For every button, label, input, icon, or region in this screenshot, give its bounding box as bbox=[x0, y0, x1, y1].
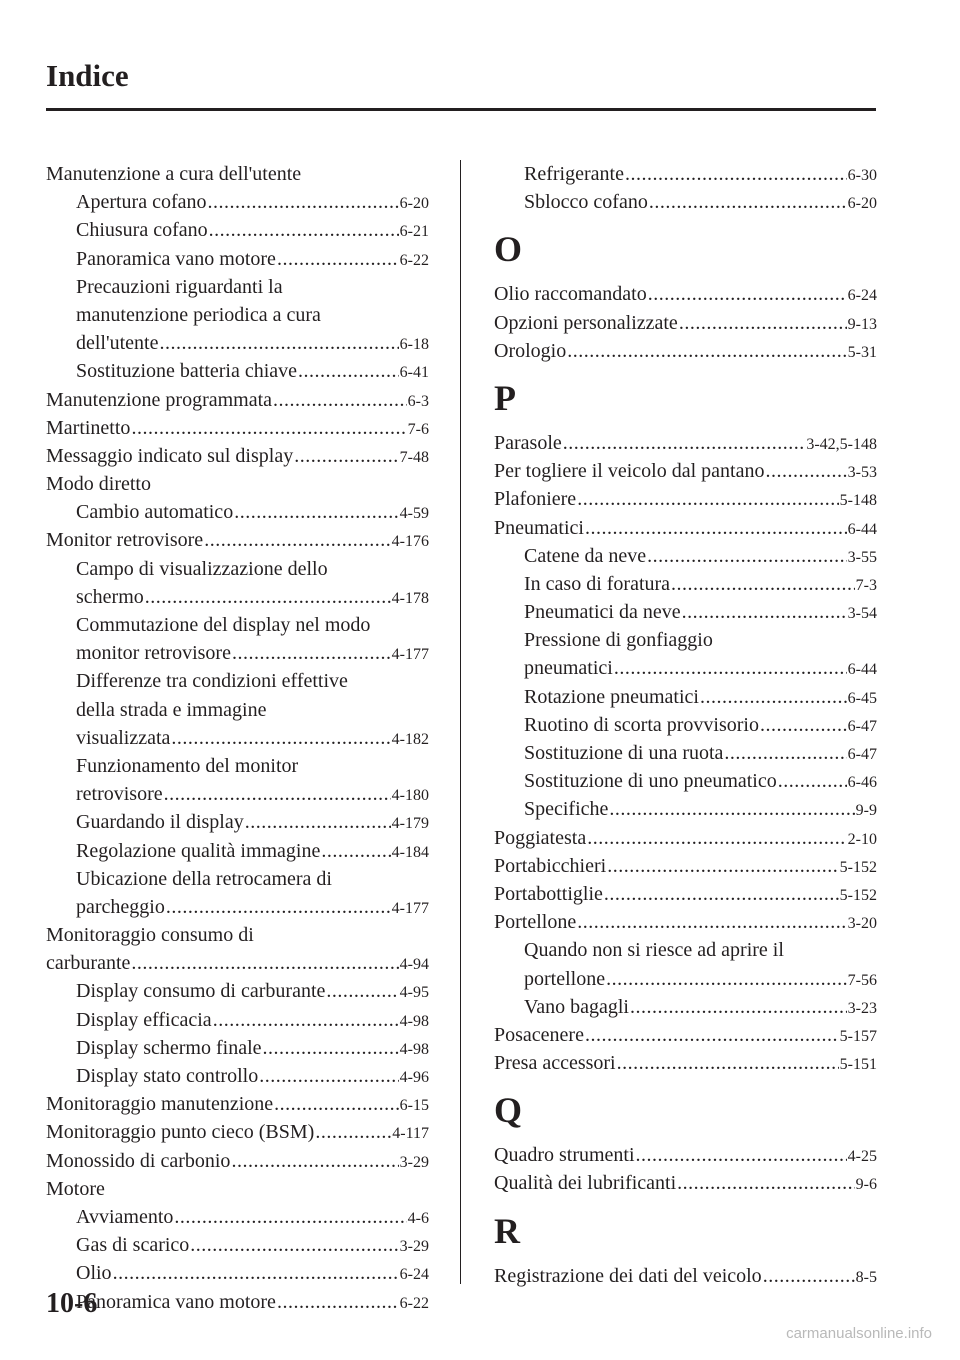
dot-leader bbox=[567, 337, 846, 365]
index-entry-text: Ubicazione della retrocamera di bbox=[76, 867, 332, 890]
index-entry-page[interactable]: 6-3 bbox=[407, 392, 429, 410]
index-entry[interactable] bbox=[46, 245, 429, 273]
index-entry[interactable] bbox=[46, 442, 429, 470]
index-entry-text: Display stato controllo bbox=[76, 1065, 259, 1087]
dot-leader bbox=[636, 1141, 847, 1169]
index-entry-text: Sostituzione batteria chiave bbox=[76, 360, 298, 383]
index-entry bbox=[46, 752, 429, 780]
index-entry-page[interactable]: 3-55 bbox=[847, 548, 877, 566]
page-title: Indice bbox=[46, 58, 129, 93]
index-entry-page[interactable]: 4-98 bbox=[399, 1040, 429, 1058]
index-entry bbox=[46, 301, 429, 329]
dot-leader bbox=[649, 188, 847, 216]
index-entry-text: Quadro strumenti bbox=[494, 1144, 635, 1167]
index-entry-page[interactable]: 9-13 bbox=[847, 315, 877, 333]
index-entry-text: pneumatici bbox=[524, 657, 613, 680]
index-entry-text: Quando non si riesce ad aprire il bbox=[524, 939, 784, 962]
index-entry-text: Regolazione qualità immagine bbox=[76, 839, 321, 862]
index-entry-text: Presa accessori bbox=[494, 1052, 616, 1075]
index-entry[interactable] bbox=[46, 386, 429, 414]
index-entry-page[interactable]: 5-148 bbox=[839, 492, 877, 510]
dot-leader bbox=[131, 949, 398, 977]
index-letter-heading: Q bbox=[494, 1090, 523, 1131]
index-entry-page[interactable]: 6-18 bbox=[399, 336, 429, 354]
index-entry[interactable] bbox=[46, 780, 429, 808]
index-entry[interactable] bbox=[494, 852, 877, 880]
index-entry-page[interactable]: 6-22 bbox=[399, 251, 429, 269]
page-number: 10-6 bbox=[46, 1288, 98, 1319]
index-entry[interactable] bbox=[46, 188, 429, 216]
index-entry-page[interactable]: 4-96 bbox=[399, 1069, 429, 1086]
index-entry-text: Gas di scarico bbox=[76, 1234, 190, 1257]
index-entry-page[interactable]: 5-157 bbox=[839, 1027, 877, 1045]
dot-leader bbox=[166, 893, 391, 921]
index-entry[interactable] bbox=[46, 724, 429, 752]
index-entry-page[interactable]: 6-44 bbox=[847, 661, 877, 679]
index-entry[interactable] bbox=[494, 1049, 877, 1077]
index-entry[interactable] bbox=[46, 1147, 429, 1175]
dot-leader bbox=[113, 1259, 399, 1287]
index-entry-page[interactable]: 6-46 bbox=[847, 774, 877, 792]
index-entry-text: Posacenere bbox=[494, 1023, 584, 1046]
index-entry bbox=[46, 667, 429, 695]
index-entry-page[interactable]: 4-177 bbox=[391, 646, 429, 664]
dot-leader bbox=[647, 542, 847, 570]
dot-leader bbox=[190, 1231, 398, 1259]
dot-leader bbox=[204, 526, 390, 554]
index-entry-text: Monitoraggio manutenzione bbox=[46, 1093, 274, 1116]
index-entry[interactable] bbox=[494, 908, 877, 936]
dot-leader bbox=[209, 216, 399, 244]
dot-leader bbox=[263, 1034, 399, 1062]
dot-leader bbox=[234, 498, 398, 526]
index-entry-text: schermo bbox=[76, 585, 144, 608]
dot-leader bbox=[213, 1006, 399, 1034]
dot-leader bbox=[609, 795, 854, 823]
dot-leader bbox=[577, 908, 846, 936]
index-entry-text: Pressione di gonfiaggio bbox=[524, 629, 713, 652]
index-entry[interactable] bbox=[46, 1090, 429, 1118]
index-entry-page[interactable]: 4-6 bbox=[407, 1209, 429, 1227]
index-entry-text: Messaggio indicato sul display bbox=[46, 444, 294, 467]
index-entry-text: Martinetto bbox=[46, 416, 131, 439]
index-entry-text: Differenze tra condizioni effettive bbox=[76, 670, 348, 693]
index-entry-text: dell'utente bbox=[76, 332, 159, 355]
index-entry-text: Portabottiglie bbox=[494, 882, 603, 905]
index-entry[interactable] bbox=[494, 1141, 877, 1169]
index-entry[interactable] bbox=[46, 1231, 429, 1259]
dot-leader bbox=[671, 570, 855, 598]
index-entry[interactable] bbox=[494, 188, 877, 216]
index-entry-text: Plafoniere bbox=[494, 488, 577, 511]
index-entry[interactable] bbox=[494, 795, 877, 823]
index-entry-text: Sostituzione di uno pneumatico bbox=[524, 770, 777, 793]
index-entry-page[interactable]: 4-117 bbox=[392, 1125, 429, 1143]
index-entry bbox=[494, 626, 877, 654]
index-entry-text: Monitoraggio punto cieco (BSM) bbox=[46, 1121, 315, 1144]
index-entry[interactable] bbox=[494, 570, 877, 598]
dot-leader bbox=[724, 739, 846, 767]
dot-leader bbox=[274, 1090, 399, 1118]
index-entry[interactable] bbox=[46, 583, 429, 611]
index-entry-text: Vano bagagli bbox=[524, 995, 629, 1018]
index-entry-page[interactable]: 4-59 bbox=[399, 505, 429, 523]
index-entry-text: Specifiche bbox=[524, 798, 609, 821]
index-entry-text: manutenzione periodica a cura bbox=[76, 303, 321, 326]
index-entry-page[interactable]: 6-20 bbox=[399, 195, 429, 213]
index-entry[interactable] bbox=[46, 1062, 429, 1090]
index-entry-text: Monitoraggio consumo di bbox=[46, 924, 254, 947]
dot-leader bbox=[208, 188, 399, 216]
dot-leader bbox=[587, 824, 846, 852]
dot-leader bbox=[171, 724, 390, 752]
index-entry-page[interactable]: 6-20 bbox=[847, 195, 877, 213]
index-entry-text: Apertura cofano bbox=[76, 191, 207, 214]
column-divider bbox=[460, 160, 461, 1284]
index-entry-text: visualizzata bbox=[76, 726, 171, 749]
index-column-right bbox=[494, 160, 877, 1290]
index-entry-page[interactable]: 5-152 bbox=[839, 886, 877, 904]
index-entry[interactable] bbox=[494, 337, 877, 365]
dot-leader bbox=[164, 780, 391, 808]
dot-leader bbox=[577, 485, 838, 513]
index-entry-page[interactable]: 4-180 bbox=[391, 787, 429, 805]
index-entry-page[interactable]: 3-29 bbox=[399, 1153, 429, 1171]
dot-leader bbox=[294, 442, 398, 470]
index-entry[interactable] bbox=[46, 1034, 429, 1062]
index-entry-text: carburante bbox=[46, 952, 131, 975]
index-entry[interactable] bbox=[494, 514, 877, 542]
index-entry-page[interactable]: 3-29 bbox=[399, 1238, 429, 1256]
index-entry-text: Sblocco cofano bbox=[524, 191, 648, 214]
index-entry[interactable] bbox=[46, 526, 429, 554]
dot-leader bbox=[159, 329, 398, 357]
index-entry-page[interactable]: 4-95 bbox=[399, 984, 429, 1002]
index-entry-text: Motore bbox=[46, 1177, 105, 1200]
index-entry bbox=[46, 611, 429, 639]
index-entry-page[interactable]: 3-54 bbox=[847, 605, 877, 623]
dot-leader bbox=[607, 852, 838, 880]
index-entry[interactable] bbox=[494, 1262, 877, 1290]
index-entry[interactable] bbox=[46, 837, 429, 865]
index-entry-text: Chiusura cofano bbox=[76, 219, 208, 242]
index-entry-page[interactable]: 4-176 bbox=[391, 533, 429, 551]
index-entry[interactable] bbox=[46, 414, 429, 442]
dot-leader bbox=[231, 1147, 398, 1175]
index-entry-text: Pneumatici da neve bbox=[524, 601, 681, 624]
index-entry-text: Sostituzione di una ruota bbox=[524, 742, 724, 764]
index-entry[interactable] bbox=[46, 1006, 429, 1034]
index-entry[interactable] bbox=[494, 429, 877, 457]
index-entry-text: Pneumatici bbox=[494, 516, 584, 539]
index-entry-page[interactable]: 6-41 bbox=[399, 364, 429, 382]
index-letter-heading: O bbox=[494, 229, 523, 270]
index-entry-text: portellone bbox=[524, 967, 606, 990]
index-entry bbox=[46, 696, 429, 724]
dot-leader bbox=[259, 1062, 398, 1090]
index-entry-text: della strada e immagine bbox=[76, 698, 267, 721]
dot-leader bbox=[277, 245, 399, 273]
index-entry-text: Refrigerante bbox=[524, 163, 624, 185]
index-entry-page[interactable]: 7-48 bbox=[399, 448, 429, 466]
index-entry-text: retrovisore bbox=[76, 783, 163, 806]
index-entry-page[interactable]: 4-182 bbox=[391, 730, 429, 748]
index-entry-text: Display schermo finale bbox=[76, 1036, 262, 1059]
index-entry-page[interactable]: 7-6 bbox=[407, 420, 429, 438]
dot-leader bbox=[585, 514, 847, 542]
index-entry-text: Panoramica vano motore bbox=[76, 247, 276, 270]
dot-leader bbox=[763, 1262, 855, 1290]
index-entry-page[interactable]: 7-56 bbox=[847, 971, 877, 989]
index-letter-heading: R bbox=[494, 1210, 520, 1251]
index-entry[interactable] bbox=[46, 1259, 429, 1287]
dot-leader bbox=[326, 977, 398, 1005]
index-entry-text: Monitor retrovisore bbox=[46, 529, 204, 552]
index-entry-text: Cambio automatico bbox=[76, 501, 234, 524]
index-entry-text: Guardando il display bbox=[76, 811, 244, 834]
index-entry-page[interactable]: 6-44 bbox=[847, 520, 877, 538]
index-entry-text: Monossido di carbonio bbox=[46, 1149, 231, 1172]
index-entry bbox=[46, 921, 429, 949]
index-letter-heading: P bbox=[494, 377, 516, 418]
index-entry-page[interactable]: 6-15 bbox=[399, 1097, 429, 1115]
dot-leader bbox=[585, 1021, 839, 1049]
index-entry-page[interactable]: 4-178 bbox=[391, 589, 429, 607]
index-entry-text: Manutenzione programmata bbox=[46, 388, 273, 411]
index-entry-text: parcheggio bbox=[76, 895, 165, 918]
index-entry-page[interactable]: 5-151 bbox=[839, 1056, 877, 1074]
dot-leader bbox=[617, 1049, 839, 1077]
index-entry-page[interactable]: 4-94 bbox=[399, 956, 429, 974]
index-entry-text: Campo di visualizzazione dello bbox=[76, 557, 328, 580]
index-entry bbox=[46, 865, 429, 893]
dot-leader bbox=[679, 309, 847, 337]
dot-leader bbox=[298, 357, 399, 385]
dot-leader bbox=[606, 965, 847, 993]
index-entry[interactable] bbox=[494, 1169, 877, 1197]
index-entry-page[interactable]: 5-31 bbox=[847, 343, 877, 361]
index-entry-page[interactable]: 6-45 bbox=[847, 689, 877, 707]
index-entry[interactable] bbox=[46, 639, 429, 667]
index-entry-page[interactable]: 4-184 bbox=[391, 843, 429, 861]
index-entry bbox=[46, 555, 429, 583]
index-entry-text: Parasole bbox=[494, 431, 562, 454]
index-entry-text: Registrazione dei dati del veicolo bbox=[494, 1264, 762, 1287]
index-entry-page[interactable]: 6-47 bbox=[847, 717, 877, 735]
index-entry-page[interactable]: 4-25 bbox=[847, 1148, 877, 1166]
index-entry-page[interactable]: 3-20 bbox=[847, 915, 877, 933]
index-entry[interactable] bbox=[46, 329, 429, 357]
dot-leader bbox=[765, 457, 846, 485]
index-entry-page[interactable]: 6-30 bbox=[847, 167, 877, 184]
index-entry[interactable] bbox=[494, 542, 877, 570]
index-entry-page[interactable]: 4-98 bbox=[399, 1012, 429, 1030]
dot-leader bbox=[277, 1288, 399, 1316]
index-entry bbox=[46, 273, 429, 301]
index-entry-page[interactable]: 3-53 bbox=[847, 464, 877, 482]
index-entry bbox=[494, 936, 877, 964]
dot-leader bbox=[625, 160, 847, 188]
dot-leader bbox=[273, 386, 407, 414]
dot-leader bbox=[682, 598, 847, 626]
index-entry-text: Ruotino di scorta provvisorio bbox=[524, 713, 759, 736]
index-entry[interactable] bbox=[494, 993, 877, 1021]
watermark: carmanualsonline.info bbox=[786, 1325, 932, 1342]
dot-leader bbox=[630, 993, 847, 1021]
index-entry-text: Catene da neve bbox=[524, 544, 647, 567]
index-entry-text: Funzionamento del monitor bbox=[76, 754, 299, 777]
index-entry[interactable] bbox=[494, 1021, 877, 1049]
index-entry bbox=[46, 470, 429, 498]
index-entry-page[interactable]: 6-22 bbox=[399, 1294, 429, 1312]
index-entry[interactable] bbox=[494, 739, 877, 767]
index-entry-page[interactable]: 6-47 bbox=[847, 746, 877, 763]
index-entry-text: Avviamento bbox=[76, 1205, 174, 1228]
dot-leader bbox=[614, 654, 847, 682]
header-rule bbox=[46, 108, 876, 111]
index-entry-text: Qualità dei lubrificanti bbox=[494, 1172, 677, 1195]
index-entry-text: Commutazione del display nel modo bbox=[76, 614, 371, 636]
index-entry bbox=[46, 160, 429, 188]
index-entry[interactable] bbox=[46, 893, 429, 921]
index-entry-text: monitor retrovisore bbox=[76, 642, 231, 665]
index-entry[interactable] bbox=[494, 485, 877, 513]
index-entry[interactable] bbox=[46, 808, 429, 836]
index-entry[interactable] bbox=[494, 824, 877, 852]
index-entry[interactable] bbox=[494, 880, 877, 908]
index-entry[interactable] bbox=[46, 1203, 429, 1231]
index-entry[interactable] bbox=[46, 949, 429, 977]
index-entry[interactable] bbox=[494, 965, 877, 993]
index-entry[interactable] bbox=[46, 216, 429, 244]
index-entry-text: Orologio bbox=[494, 339, 567, 362]
dot-leader bbox=[315, 1118, 391, 1146]
dot-leader bbox=[245, 808, 391, 836]
index-entry[interactable] bbox=[494, 654, 877, 682]
index-entry-text: Portabicchieri bbox=[494, 854, 607, 877]
dot-leader bbox=[604, 880, 839, 908]
index-entry-page[interactable]: 2-10 bbox=[847, 830, 877, 848]
dot-leader bbox=[677, 1169, 855, 1197]
index-entry-text: Per togliere il veicolo dal pantano bbox=[494, 460, 765, 483]
index-entry-text: Manutenzione a cura dell'utente bbox=[46, 163, 302, 185]
index-entry-text: Opzioni personalizzate bbox=[494, 311, 678, 334]
index-entry[interactable] bbox=[494, 160, 877, 188]
index-entry-page[interactable]: 7-3 bbox=[855, 576, 877, 594]
index-entry[interactable] bbox=[494, 280, 877, 308]
dot-leader bbox=[145, 583, 391, 611]
index-entry[interactable] bbox=[46, 498, 429, 526]
index-entry[interactable] bbox=[46, 977, 429, 1005]
index-entry-page[interactable]: 4-179 bbox=[391, 815, 429, 833]
index-entry-text: Olio raccomandato bbox=[494, 283, 647, 306]
index-entry-page[interactable]: 6-24 bbox=[847, 287, 877, 305]
dot-leader bbox=[321, 837, 390, 865]
dot-leader bbox=[174, 1203, 406, 1231]
index-entry-page[interactable]: 8-5 bbox=[855, 1268, 877, 1286]
index-entry[interactable] bbox=[46, 1118, 429, 1146]
index-entry-text: Olio bbox=[76, 1262, 112, 1285]
index-entry[interactable] bbox=[494, 711, 877, 739]
index-entry[interactable] bbox=[494, 598, 877, 626]
dot-leader bbox=[760, 711, 847, 739]
index-entry-text: Portellone bbox=[494, 911, 577, 934]
index-entry[interactable] bbox=[494, 457, 877, 485]
index-entry[interactable] bbox=[46, 357, 429, 385]
index-entry-text: Rotazione pneumatici bbox=[524, 685, 699, 708]
index-entry-page[interactable]: 5-152 bbox=[839, 858, 877, 876]
index-entry-text: Poggiatesta bbox=[494, 826, 587, 849]
index-entry-page[interactable]: 4-177 bbox=[391, 899, 429, 917]
index-entry-text: In caso di foratura bbox=[524, 572, 671, 595]
dot-leader bbox=[700, 683, 847, 711]
index-entry-text: Display efficacia bbox=[76, 1008, 212, 1031]
index-entry bbox=[46, 1175, 429, 1203]
dot-leader bbox=[131, 414, 406, 442]
index-entry-page[interactable]: 3-23 bbox=[847, 999, 877, 1017]
index-entry-page[interactable]: 9-9 bbox=[855, 802, 877, 820]
index-entry-page[interactable]: 6-21 bbox=[399, 223, 429, 241]
index-column-left bbox=[46, 160, 429, 1316]
index-entry-text: Panoramica vano motore bbox=[76, 1290, 276, 1313]
index-entry[interactable] bbox=[494, 683, 877, 711]
index-entry-text: Modo diretto bbox=[46, 473, 151, 496]
dot-leader bbox=[563, 429, 806, 457]
index-entry-page[interactable]: 6-24 bbox=[399, 1266, 429, 1284]
index-entry[interactable] bbox=[46, 1288, 429, 1316]
index-entry-page[interactable]: 9-6 bbox=[855, 1176, 877, 1194]
index-entry-page[interactable]: 3-42,5-148 bbox=[806, 435, 877, 453]
index-entry-text: Display consumo di carburante bbox=[76, 980, 326, 1003]
index-entry-text: Precauzioni riguardanti la bbox=[76, 275, 283, 298]
index-entry[interactable] bbox=[494, 309, 877, 337]
dot-leader bbox=[232, 639, 391, 667]
dot-leader bbox=[648, 280, 847, 308]
dot-leader bbox=[778, 767, 847, 795]
index-entry[interactable] bbox=[494, 767, 877, 795]
